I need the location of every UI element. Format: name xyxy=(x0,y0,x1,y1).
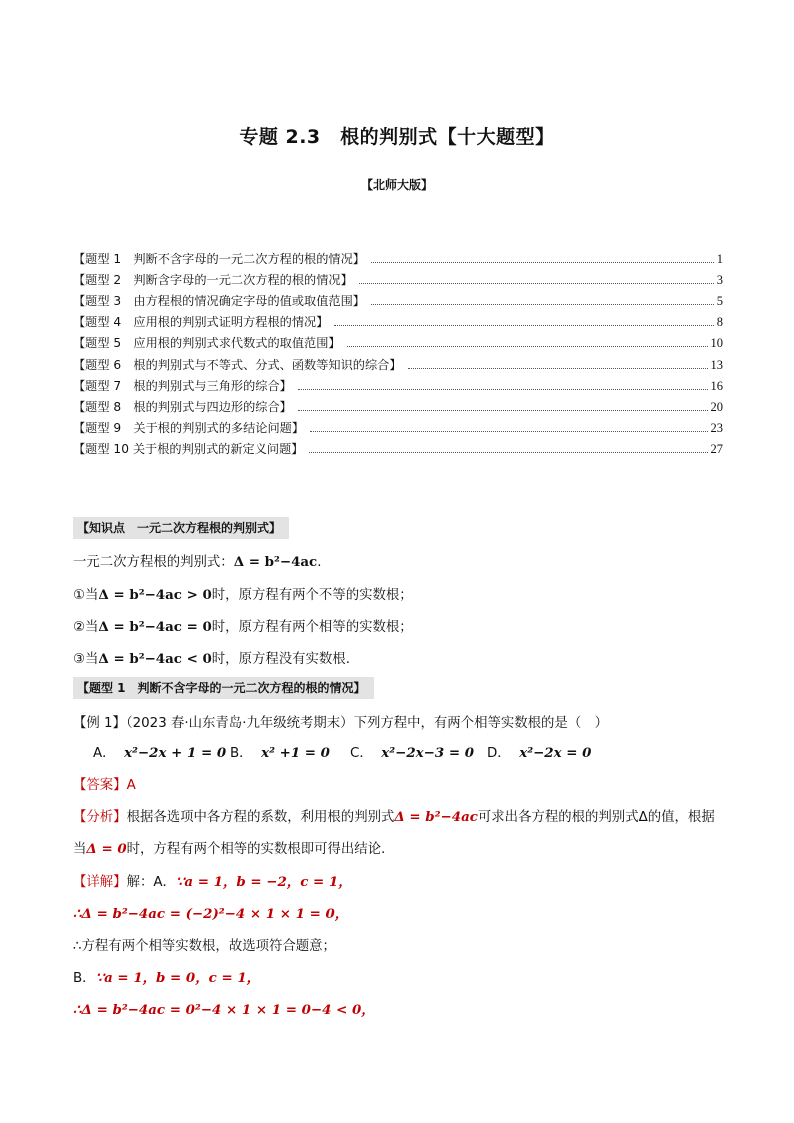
knowledge-definition xyxy=(73,551,321,570)
table-of-contents xyxy=(73,246,723,457)
toc-item-label: 【题型 6 根的判别式与不等式、分式、函数等知识的综合】 xyxy=(73,357,402,372)
toc-item-label: 【题型 2 判断含字母的一元二次方程的根的情况】 xyxy=(73,273,353,288)
toc-leader xyxy=(408,367,708,369)
toc-leader xyxy=(347,345,708,347)
detail-text: 解：A． xyxy=(126,875,176,890)
knowledge-case xyxy=(73,616,413,635)
toc-leader xyxy=(359,282,714,284)
analysis-formula: Δ = b²−4ac xyxy=(394,809,478,825)
toc-item[interactable] xyxy=(73,267,723,288)
option-c xyxy=(350,742,474,761)
case-prefix: ①当 xyxy=(73,588,99,603)
toc-item-label: 【题型 1 判断不含字母的一元二次方程的根的情况】 xyxy=(73,252,365,267)
analysis-text: 当 xyxy=(73,842,87,857)
option-b xyxy=(230,742,330,761)
option-label: A． xyxy=(93,746,116,761)
toc-item-label: 【题型 3 由方程根的情况确定字母的值或取值范围】 xyxy=(73,294,365,309)
detail-line-2: ∴Δ = b²−4ac = (−2)²−4 × 1 × 1 = 0， xyxy=(73,906,349,922)
case-formula: Δ = b²−4ac > 0 xyxy=(98,587,212,603)
analysis-line-2 xyxy=(73,838,394,857)
answer-label: 【答案】 xyxy=(73,778,127,793)
detail-label: 【详解】 xyxy=(73,875,127,890)
toc-leader xyxy=(371,303,714,305)
knowledge-heading: 【知识点 一元二次方程根的判别式】 xyxy=(73,517,289,539)
detail-line-4 xyxy=(73,967,260,986)
detail-line-5: ∴Δ = b²−4ac = 0²−4 × 1 × 1 = 0−4 < 0， xyxy=(73,1002,375,1018)
toc-item[interactable] xyxy=(73,436,723,457)
detail-text: B． xyxy=(73,971,96,986)
toc-item[interactable] xyxy=(73,351,723,372)
toc-item-label: 【题型 7 根的判别式与三角形的综合】 xyxy=(73,378,292,393)
option-label: C． xyxy=(350,746,373,761)
example-label: 【例 1】 xyxy=(73,716,126,731)
toc-leader xyxy=(298,409,708,411)
toc-item-page: 27 xyxy=(710,441,723,456)
toc-item-page: 10 xyxy=(710,336,723,351)
knowledge-case xyxy=(73,648,350,667)
analysis-line-1 xyxy=(73,806,715,825)
analysis-text: 可求出各方程的根的判别式Δ的值，根据 xyxy=(477,810,715,825)
answer-line xyxy=(73,774,136,793)
page-title: 专题 2.3 根的判别式【十大题型】 xyxy=(239,126,555,148)
analysis-text: 根据各选项中各方程的系数，利用根的判别式 xyxy=(126,810,395,825)
toc-item-label: 【题型 8 根的判别式与四边形的综合】 xyxy=(73,399,292,414)
toc-item[interactable] xyxy=(73,373,723,394)
option-formula: x² +1 = 0 xyxy=(261,745,331,761)
analysis-formula: Δ = 0 xyxy=(86,841,127,857)
detail-line-1 xyxy=(73,871,352,890)
case-suffix: 时，原方程没有实数根. xyxy=(211,652,350,667)
toc-item-page: 3 xyxy=(716,273,723,288)
option-d xyxy=(487,742,591,761)
option-formula: x²−2x−3 = 0 xyxy=(381,745,475,761)
toc-leader xyxy=(334,324,713,326)
case-prefix: ③当 xyxy=(73,652,99,667)
definition-text: 一元二次方程根的判别式： xyxy=(73,555,234,570)
case-prefix: ②当 xyxy=(73,620,99,635)
analysis-text: 时，方程有两个相等的实数根即可得出结论． xyxy=(126,842,395,857)
toc-item-page: 16 xyxy=(710,378,723,393)
toc-leader xyxy=(310,430,707,432)
toc-item-page: 1 xyxy=(716,252,723,267)
section-heading: 【题型 1 判断不含字母的一元二次方程的根的情况】 xyxy=(73,677,374,699)
toc-leader xyxy=(298,388,708,390)
case-suffix: 时，原方程有两个不等的实数根； xyxy=(211,588,413,603)
toc-item-page: 23 xyxy=(710,420,723,435)
answer-value: A xyxy=(126,778,136,793)
option-a xyxy=(93,742,226,761)
option-formula: x²−2x + 1 = 0 xyxy=(124,745,227,761)
analysis-label: 【分析】 xyxy=(73,810,127,825)
detail-formula: ∵a = 1，b = −2，c = 1， xyxy=(175,874,352,890)
toc-item[interactable] xyxy=(73,394,723,415)
toc-leader xyxy=(371,261,714,263)
knowledge-case xyxy=(73,584,413,603)
definition-suffix: . xyxy=(317,555,322,570)
toc-item-label: 【题型 5 应用根的判别式求代数式的取值范围】 xyxy=(73,336,341,351)
toc-item[interactable] xyxy=(73,246,723,267)
page-subtitle: 【北师大版】 xyxy=(360,178,433,192)
detail-formula: ∵a = 1，b = 0，c = 1， xyxy=(95,970,261,986)
example-question xyxy=(73,712,608,731)
toc-item[interactable] xyxy=(73,288,723,309)
option-formula: x²−2x = 0 xyxy=(519,745,592,761)
toc-item[interactable] xyxy=(73,330,723,351)
toc-item-label: 【题型 4 应用根的判别式证明方程根的情况】 xyxy=(73,315,329,330)
toc-item-page: 13 xyxy=(710,357,723,372)
option-label: D． xyxy=(487,746,511,761)
toc-leader xyxy=(309,451,707,453)
option-label: B． xyxy=(230,746,253,761)
toc-item-label: 【题型 9 关于根的判别式的多结论问题】 xyxy=(73,420,305,435)
case-formula: Δ = b²−4ac = 0 xyxy=(98,619,212,635)
toc-item-page: 20 xyxy=(710,399,723,414)
toc-item[interactable] xyxy=(73,309,723,330)
detail-line-3: ∴方程有两个相等实数根，故选项符合题意； xyxy=(73,939,336,954)
case-suffix: 时，原方程有两个相等的实数根； xyxy=(211,620,413,635)
case-formula: Δ = b²−4ac < 0 xyxy=(98,651,212,667)
example-text: （2023 春·山东青岛·九年级统考期末）下列方程中，有两个相等实数根的是（ ） xyxy=(125,716,608,731)
definition-formula: Δ = b²−4ac xyxy=(233,554,318,570)
toc-item-page: 5 xyxy=(716,294,723,309)
toc-item-page: 8 xyxy=(716,315,723,330)
toc-item-label: 【题型 10 关于根的判别式的新定义问题】 xyxy=(73,441,304,456)
toc-item[interactable] xyxy=(73,415,723,436)
